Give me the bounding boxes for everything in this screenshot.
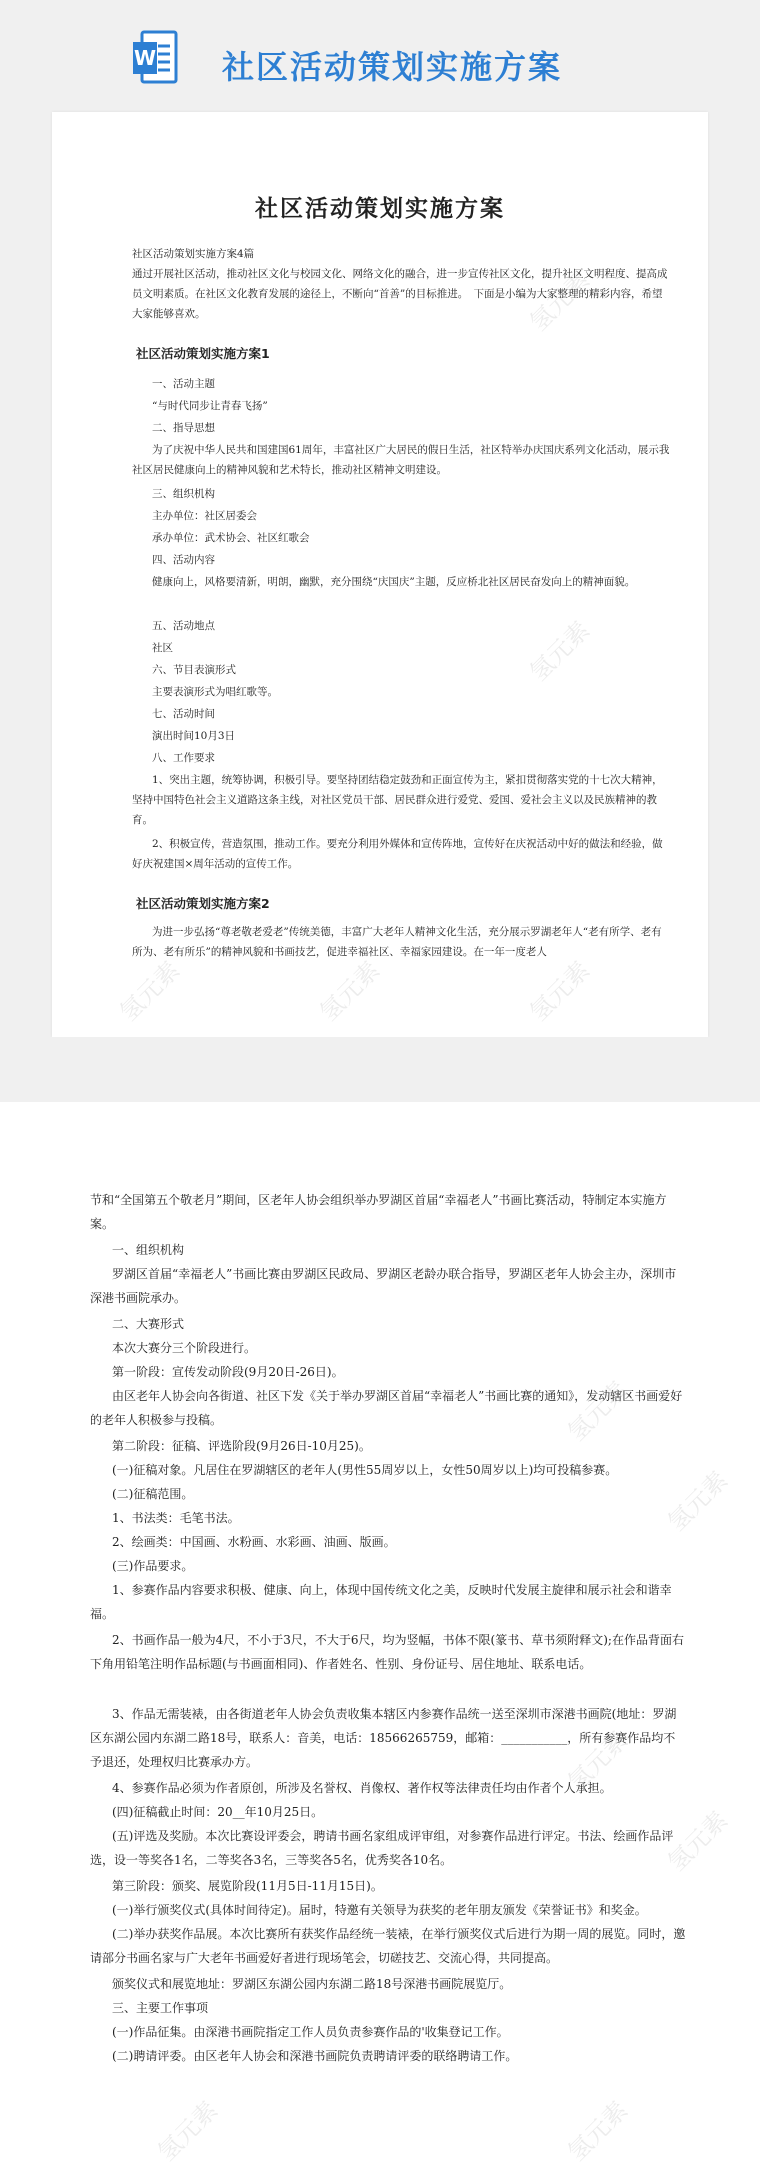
s1-line: 承办单位：武术协会、社区红歌会 (152, 532, 310, 544)
intro-line: 社区活动策划实施方案4篇 (132, 248, 255, 260)
watermark: 氢元素 (114, 955, 186, 1027)
p2-line: 第三阶段：颁奖、展览阶段(11月5日-11月15日)。 (112, 1879, 383, 1893)
s1-line: 八、工作要求 (152, 752, 215, 764)
p2-paragraph: 2、书画作品一般为4尺，不小于3尺，不大于6尺，均为竖幅，书体不限(篆书、草书须附释文);在作品背面右下角用铅笔注明作品标题(与书画面相同)、作者姓名、性别、身份证号、居住地址、联系电话。 (90, 1633, 684, 1671)
s1-paragraph: 1、突出主题，统筹协调，积极引导。要坚持团结稳定鼓劲和正面宣传为主，紧扣贯彻落实党的十七次大精神，坚持中国特色社会主义道路这条主线，对社区党员干部、居民群众进行爱党、爱国、爱社会主义以及民族精神的教育。 (132, 774, 663, 826)
word-document-icon (132, 30, 178, 86)
s1-paragraph: 2、积极宣传，营造氛围，推动工作。要充分利用外媒体和宣传阵地，宣传好在庆祝活动中好的做法和经验，做好庆祝建国×周年活动的宣传工作。 (132, 838, 663, 870)
watermark: 氢元素 (524, 265, 596, 337)
p2-line: (三)作品要求。 (112, 1559, 194, 1573)
p2-line: 一、组织机构 (112, 1243, 185, 1257)
p2-line: 4、参赛作品必须为作者原创，所涉及名誉权、肖像权、著作权等法律责任均由作者个人承担。 (112, 1781, 612, 1795)
svg-text:W: W (133, 46, 157, 70)
watermark: 氢元素 (562, 2095, 634, 2167)
watermark: 氢元素 (662, 1805, 734, 1877)
watermark: 氢元素 (152, 2095, 224, 2167)
document-page-2 (0, 1102, 760, 2178)
p2-paragraph: 1、参赛作品内容要求积极、健康、向上，体现中国传统文化之美，反映时代发展主旋律和展示社会和谐幸福。 (90, 1583, 672, 1621)
p2-line: (二)聘请评委。由区老年人协会和深港书画院负责聘请评委的联络聘请工作。 (112, 2049, 518, 2063)
s1-line: 七、活动时间 (152, 708, 215, 720)
s1-line: “与时代同步让青春飞扬” (152, 400, 268, 412)
p2-line: 本次大赛分三个阶段进行。 (112, 1341, 257, 1355)
s1-paragraph: 为了庆祝中华人民共和国建国61周年，丰富社区广大居民的假日生活，社区特举办庆国庆系列文化活动，展示我社区居民健康向上的精神风貌和艺术特长，推动社区精神文明建设。 (132, 444, 670, 476)
s1-line: 社区 (152, 642, 173, 654)
s1-line: 一、活动主题 (152, 378, 215, 390)
p2-line: (一)作品征集。由深港书画院指定工作人员负责参赛作品的'收集登记工作。 (112, 2025, 509, 2039)
p2-line: (一)举行颁奖仪式(具体时间待定)。届时，特邀有关领导为获奖的老年朋友颁发《荣誉证书》和奖金。 (112, 1903, 647, 1917)
document-page-1 (52, 112, 708, 1037)
p2-line: (四)征稿截止时间：20__年10月25日。 (112, 1805, 324, 1819)
s1-line: 主要表演形式为唱红歌等。 (152, 686, 278, 698)
p2-paragraph: 由区老年人协会向各街道、社区下发《关于举办罗湖区首届“幸福老人”书画比赛的通知》，发动辖区书画爱好的老年人积极参与投稿。 (90, 1389, 683, 1427)
p2-paragraph: 节和“全国第五个敬老月”期间，区老年人协会组织举办罗湖区首届“幸福老人”书画比赛活动，特制定本实施方案。 (90, 1193, 667, 1231)
p2-line: (一)征稿对象。凡居住在罗湖辖区的老年人(男性55周岁以上，女性50周岁以上)均可投稿参赛。 (112, 1463, 618, 1477)
s1-line: 演出时间10月3日 (152, 730, 236, 742)
section-1-heading: 社区活动策划实施方案1 (136, 346, 270, 361)
p2-line: 三、主要工作事项 (112, 2001, 209, 2015)
s1-line: 六、节目表演形式 (152, 664, 236, 676)
p2-paragraph: (二)举办获奖作品展。本次比赛所有获奖作品经统一装裱，在举行颁奖仪式后进行为期一周的展览。同时，邀请部分书画名家与广大老年书画爱好者进行现场笔会，切磋技艺、交流心得，共同提高。 (90, 1927, 686, 1965)
watermark: 氢元素 (524, 615, 596, 687)
section-2-heading: 社区活动策划实施方案2 (136, 896, 270, 911)
watermark: 氢元素 (562, 1725, 634, 1797)
p2-line: 1、书法类：毛笔书法。 (112, 1511, 240, 1525)
s2-intro: 为进一步弘扬“尊老敬老爱老”传统美德，丰富广大老年人精神文化生活，充分展示罗湖老年人“老有所学、老有所为、老有所乐”的精神风貌和书画技艺，促进幸福社区、幸福家园建设。在一年一度老人 (132, 926, 662, 958)
s1-line: 三、组织机构 (152, 488, 215, 500)
watermark: 氢元素 (314, 955, 386, 1027)
p2-paragraph: 3、作品无需装裱，由各街道老年人协会负责收集本辖区内参赛作品统一送至深圳市深港书画院(地址：罗湖区东湖公园内东湖二路18号，联系人：音美，电话：18566265759，邮箱：___________，所有参赛作品均不予退还，处理权归比赛承办方。 (90, 1707, 677, 1769)
intro-paragraph: 通过开展社区活动，推动社区文化与校园文化、网络文化的融合，进一步宣传社区文化，提升社区文明程度、提高成员文明素质。在社区文化教育发展的途径上，不断向“首善”的目标推进。 下面是小编为大家整理的精彩内容，希望大家能够喜欢。 (132, 268, 668, 320)
s1-paragraph: 健康向上，风格要清新，明朗，幽默，充分围绕“庆国庆”主题，反应桥北社区居民奋发向上的精神面貌。 (152, 576, 636, 588)
document-title: 社区活动策划实施方案 (255, 195, 505, 222)
p2-paragraph: 罗湖区首届“幸福老人”书画比赛由罗湖区民政局、罗湖区老龄办联合指导，罗湖区老年人协会主办，深圳市深港书画院承办。 (90, 1267, 677, 1305)
p2-line: 颁奖仪式和展览地址：罗湖区东湖公园内东湖二路18号深港书画院展览厅。 (112, 1977, 512, 1991)
banner-title: 社区活动策划实施方案 (222, 48, 563, 86)
watermark: 氢元素 (524, 955, 596, 1027)
s1-line: 四、活动内容 (152, 554, 215, 566)
p2-line: (二)征稿范围。 (112, 1487, 194, 1501)
s1-line: 五、活动地点 (152, 620, 215, 632)
s1-line: 二、指导思想 (152, 422, 215, 434)
page-gap (0, 1037, 760, 1102)
p2-line: 第二阶段：征稿、评选阶段(9月26日-10月25)。 (112, 1439, 371, 1453)
p2-line: 第一阶段：宣传发动阶段(9月20日-26日)。 (112, 1365, 344, 1379)
p2-line: 2、绘画类：中国画、水粉画、水彩画、油画、版画。 (112, 1535, 396, 1549)
p2-paragraph: (五)评选及奖励。本次比赛设评委会，聘请书画名家组成评审组，对参赛作品进行评定。书法、绘画作品评选，设一等奖各1名，二等奖各3名，三等奖各5名，优秀奖各10名。 (90, 1829, 674, 1867)
s1-line: 主办单位：社区居委会 (152, 510, 257, 522)
p2-line: 二、大赛形式 (112, 1317, 185, 1331)
watermark: 氢元素 (662, 1465, 734, 1537)
watermark: 氢元素 (562, 1375, 634, 1447)
